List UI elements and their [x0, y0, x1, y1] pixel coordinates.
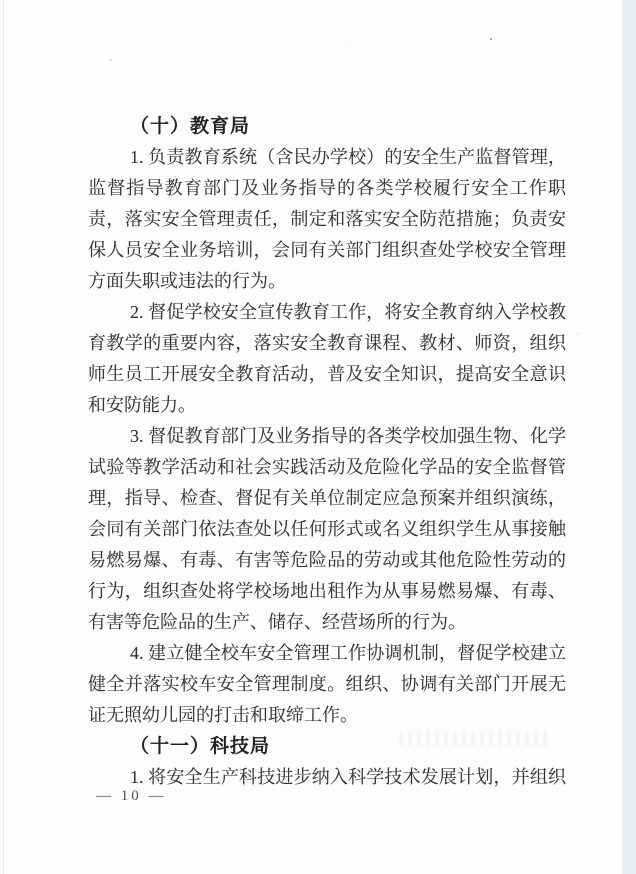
text-line: 有害等危险品的生产、储存、经营场所的行为。	[88, 612, 466, 632]
text-line: 责，落实安全管理责任，制定和落实安全防范措施；负责安	[88, 209, 566, 229]
text-line: 2. 督促学校安全宣传教育工作，将安全教育纳入学校教	[130, 302, 566, 322]
page-number: — 10 —	[96, 788, 167, 804]
text-line: 和安防能力。	[88, 395, 196, 415]
section-heading-education-bureau: （十）教育局	[130, 116, 251, 137]
text-line: 育教学的重要内容，落实安全教育课程、教材、师资，组织	[88, 333, 566, 353]
text-line: 1. 将安全生产科技进步纳入科学技术发展计划，并组织	[130, 767, 566, 787]
text-line: 理，指导、检查、督促有关单位制定应急预案并组织演练，	[88, 488, 566, 508]
text-line: 健全并落实校车安全管理制度。组织、协调有关部门开展无	[88, 674, 566, 694]
text-line: 4. 建立健全校车安全管理工作协调机制，督促学校建立	[130, 643, 566, 663]
text-line: 3. 督促教育部门及业务指导的各类学校加强生物、化学	[130, 426, 566, 446]
text-line: 易燃易爆、有毒、有害等危险品的劳动或其他危险性劳动的	[88, 550, 566, 570]
scan-left-edge-line	[3, 0, 4, 874]
document-content	[88, 111, 566, 793]
scan-right-edge-strip	[622, 0, 636, 874]
section-heading-science-tech-bureau: （十一）科技局	[130, 736, 271, 757]
text-line: 1. 负责教育系统（含民办学校）的安全生产监督管理，	[130, 147, 566, 167]
text-line: 行为，组织查处将学校场地出租作为从事易燃易爆、有毒、	[88, 581, 566, 601]
text-line: 保人员安全业务培训，会同有关部门组织查处学校安全管理	[88, 240, 566, 260]
text-line: 师生员工开展安全教育活动，普及安全知识，提高安全意识	[88, 364, 566, 384]
text-line: 会同有关部门依法查处以任何形式或名义组织学生从事接触	[88, 519, 566, 539]
text-line: 监督指导教育部门及业务指导的各类学校履行安全工作职	[88, 178, 566, 198]
text-line: 证无照幼儿园的打击和取缔工作。	[88, 705, 358, 725]
scan-noise-specks	[0, 0, 2, 2]
text-line: 试验等教学活动和社会实践活动及危险化学品的安全监督管	[88, 457, 566, 477]
text-line: 方面失职或违法的行为。	[88, 271, 286, 291]
